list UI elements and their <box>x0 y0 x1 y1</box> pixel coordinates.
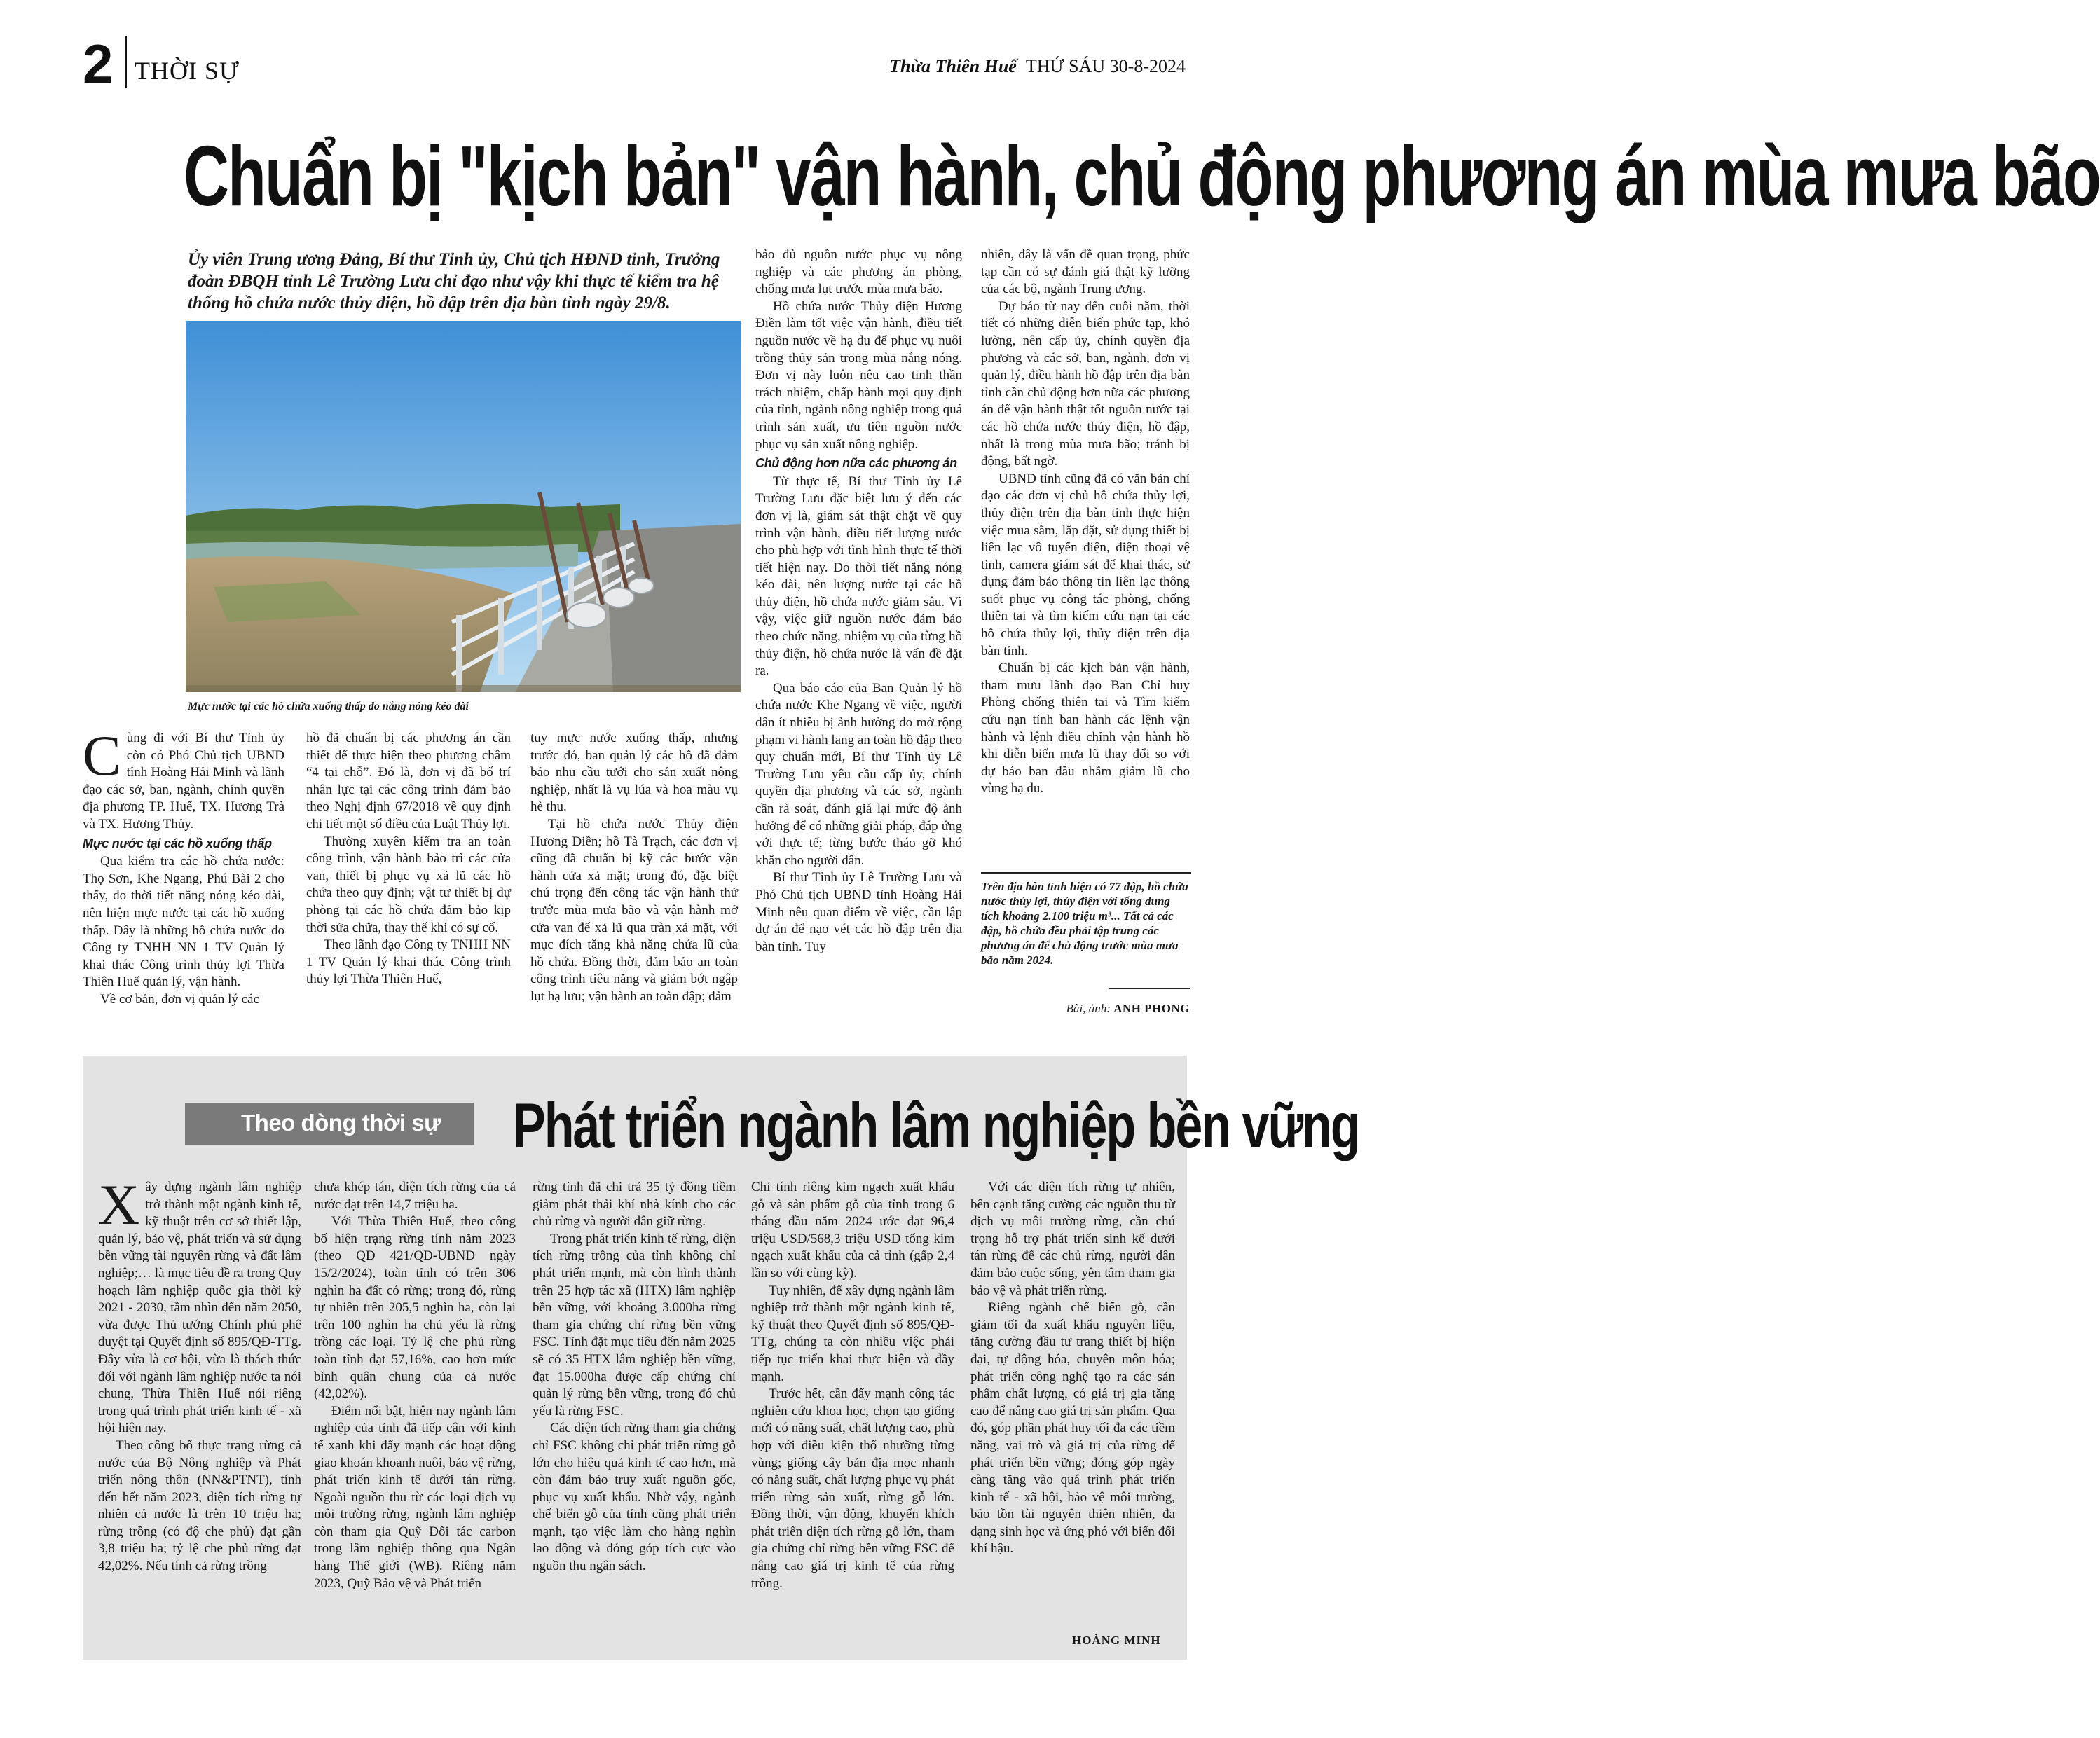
subheading: Mực nước tại các hồ xuống thấp <box>83 836 272 850</box>
masthead <box>889 56 1186 77</box>
paragraph: Qua kiểm tra các hồ chứa nước: Thọ Sơn, Khe Ngang, Phú Bài 2 cho thấy, do thời tiết nắng nóng kéo dài, nên hiện mực nước tại các hồ xuống thấp. Đây là những hồ chứa nước do Công ty TNHH NN 1 TV Quản lý khai thác Công trình thủy lợi Thừa Thiên Huế quản lý, vận hành. <box>83 854 284 990</box>
paragraph: ùng đi với Bí thư Tỉnh ủy còn có Phó Chủ tịch UBND tỉnh Hoàng Hải Minh và lãnh đạo các sở, ban, ngành, chính quyền địa phương TP. Huế, TX. Hương Trà và TX. Hương Thủy. <box>83 731 284 832</box>
column-tag <box>185 1103 474 1145</box>
paragraph: UBND tỉnh cũng đã có văn bản chỉ đạo các đơn vị chủ hồ chứa thủy lợi, thủy điện trên địa bàn tỉnh thực hiện việc mua sắm, lắp đặt, sử dụng thiết bị liên lạc vô tuyến điện, điện thoại vệ tinh, camera giám sát để khai thác, sử dụng đảm bảo thông tin liên lạc thông suốt phục vụ công tác phòng, chống thiên tai và tìm kiếm cứu nạn tại các hồ chứa thủy lợi, thủy điện trên địa bàn tỉnh. <box>981 471 1190 658</box>
article1-column-1 <box>83 724 284 1009</box>
paragraph: Theo lãnh đạo Công ty TNHH NN 1 TV Quản lý khai thác Công trình thủy lợi Thừa Thiên Huế, <box>306 937 511 987</box>
article2-column-3 <box>533 1179 736 1575</box>
paragraph: rừng tỉnh đã chi trả 35 tỷ đồng tiềm giảm phát thải khí nhà kính cho các chủ rừng và người dân giữ rừng. <box>533 1180 736 1229</box>
paragraph: Từ thực tế, Bí thư Tỉnh ủy Lê Trường Lưu đặc biệt lưu ý đến các đơn vị là, giám sát thật chặt về quy trình vận hành, điều tiết lượng nước cho phù hợp với tình hình thực tế thời tiết hiện nay. Do thời tiết nắng nóng kéo dài, nên lượng nước tại các hồ thủy điện, hồ chứa nước giảm sâu. Vì vậy, việc giữ nguồn nước đảm bảo theo chức năng, nhiệm vụ của từng hồ thủy điện, hồ chứa nước là vấn đề đặt ra. <box>755 474 962 679</box>
paragraph: tuy mực nước xuống thấp, nhưng trước đó, ban quản lý các hồ đã đảm bảo nhu cầu tưới cho sản xuất nông nghiệp, nhất là vụ lúa và hoa màu vụ hè thu. <box>530 731 738 815</box>
paragraph: Về cơ bản, đơn vị quản lý các <box>100 991 259 1007</box>
article1-lead: Ủy viên Trung ương Đảng, Bí thư Tỉnh ủy, Chủ tịch HĐND tỉnh, Trưởng đoàn ĐBQH tỉnh Lê Trường Lưu chỉ đạo như vậy khi thực tế kiểm tra hệ thống hồ chứa nước thủy điện, hồ đập trên địa bàn tỉnh ngày 29/8. <box>188 250 720 312</box>
paragraph: hồ đã chuẩn bị các phương án cần thiết để thực hiện theo phương châm “4 tại chỗ”. Đó là, đơn vị đã bố trí nhân lực tại các công trình đảm bảo theo Nghị định 67/2018 về quy định chi tiết một số điều của Luật Thủy lợi. <box>306 731 511 832</box>
article2-column-1 <box>98 1173 301 1575</box>
article1-column-3 <box>530 730 738 1006</box>
paragraph: Chuẩn bị các kịch bản vận hành, tham mưu lãnh đạo Ban Chỉ huy Phòng chống thiên tai và Tìm kiếm cứu nạn tỉnh ban hành các lệnh vận hành và lệnh điều chỉnh vận hành hồ khi diễn biến mưa lũ thay đổi so với dự báo ban đầu nhằm giảm lũ cho vùng hạ du. <box>981 661 1190 796</box>
paragraph: nhiên, đây là vấn đề quan trọng, phức tạp cần có sự đánh giá thật kỹ lưỡng của các bộ, ngành Trung ương. <box>981 247 1190 297</box>
column-tag-label: Theo dòng thời sự <box>241 1110 441 1136</box>
paragraph: Với các diện tích rừng tự nhiên, bên cạnh tăng cường các nguồn thu từ dịch vụ môi trường rừng, cần chú trọng hỗ trợ phát triển sinh kế dưới tán rừng để các chủ rừng, người dân đảm bảo cuộc sống, yên tâm tham gia bảo vệ và phát triển rừng. <box>970 1180 1175 1298</box>
paragraph: Trong phát triển kinh tế rừng, diện tích rừng trồng của tỉnh không chỉ phát triển mạnh, mà còn hình thành trên 25 hợp tác xã (HTX) lâm nghiệp bền vững, với khoảng 3.000ha rừng tham gia chứng chỉ rừng bền vững FSC. Tỉnh đặt mục tiêu đến năm 2025 sẽ có 35 HTX lâm nghiệp bền vững, đạt 15.000ha được cấp chứng chỉ quản lý rừng bền vững, trong đó chủ yếu là rừng FSC. <box>533 1231 736 1419</box>
article1-headline: Chuẩn bị "kịch bản" vận hành, chủ động phương án mùa mưa bão <box>184 130 2100 224</box>
paragraph: Tại hồ chứa nước Thủy điện Hương Điền; hồ Tà Trạch, các đơn vị cũng đã chuẩn bị kỹ các bước vận hành cửa xả mặt; trong đó, đặc biệt chú trọng đến công tác vận hành thử trước mùa mưa bão và vận hành mở cửa van để xả lũ qua tràn xả mặt, với mục đích tăng khả năng chứa lũ của hồ chứa. Đồng thời, đảm bảo an toàn công trình tiêu năng và giảm bớt ngập lụt hạ lưu; vận hành an toàn đập; đảm <box>530 816 738 1004</box>
article1-column-2 <box>306 730 511 988</box>
paragraph: bảo đủ nguồn nước phục vụ nông nghiệp và các phương án phòng, chống mưa lụt trước mùa mưa bão. <box>755 247 962 297</box>
paragraph: Theo công bố thực trạng rừng cả nước của Bộ Nông nghiệp và Phát triển nông thôn (NN&PTNT), tính đến hết năm 2023, diện tích rừng tự nhiên cả nước là trên 10 triệu ha; rừng trồng (có độ che phủ) đạt gần 3,8 triệu ha; tỷ lệ che phủ rừng đạt 42,02%. Nếu tính cả rừng trồng <box>98 1437 301 1574</box>
fact-box: Trên địa bàn tỉnh hiện có 77 đập, hồ chứa nước thủy lợi, thủy điện với tổng dung tích khoảng 2.100 triệu m³... Tất cả các đập, hồ chứa đều phải tập trung các phương án để chủ động trước mùa mưa bão năm 2024. <box>981 872 1191 967</box>
article2-headline: Phát triển ngành lâm nghiệp bền vững <box>513 1090 1359 1161</box>
byline-name: ANH PHONG <box>1113 1002 1190 1015</box>
paragraph: chưa khép tán, diện tích rừng của cả nước đạt trên 14,7 triệu ha. <box>314 1180 516 1212</box>
article2-column-2 <box>314 1179 516 1592</box>
page-number: 2 <box>83 33 114 95</box>
paragraph: Trước hết, cần đẩy mạnh công tác nghiên cứu khoa học, chọn tạo giống mới có năng suất, chất lượng cao, phù hợp với điều kiện thổ nhưỡng từng vùng; giống cây bản địa mọc nhanh có năng suất, chất lượng phục vụ phát triển rừng sản xuất, rừng gỗ lớn. Đồng thời, vận động, khuyến khích phát triển diện tích rừng gỗ lớn, tham gia chứng chỉ rừng bền vững FSC để nâng cao giá trị kinh tế của rừng trồng. <box>751 1386 954 1591</box>
subheading: Chủ động hơn nữa các phương án <box>755 456 957 471</box>
paragraph: Thường xuyên kiểm tra an toàn công trình, vận hành bảo trì các cửa van, thiết bị phục vụ xả lũ các hồ chứa theo quy định; vật tư thiết bị dự phòng tại các hồ chứa đảm bảo kịp thời sửa chữa, thay thế khi có sự cố. <box>306 834 511 935</box>
paragraph: Chỉ tính riêng kim ngạch xuất khẩu gỗ và sản phẩm gỗ của tỉnh trong 6 tháng đầu năm 2024 ước đạt 96,4 triệu USD/568,3 triệu USD tổng kim ngạch xuất khẩu của cả tỉnh (gấp 2,4 lần so với cùng kỳ). <box>751 1180 954 1281</box>
newspaper-name: Thừa Thiên Huế <box>889 56 1017 76</box>
byline-rule <box>1109 988 1190 989</box>
paragraph: Hồ chứa nước Thủy điện Hương Điền làm tốt việc vận hành, điều tiết nguồn nước về hạ du để phục vụ nuôi trồng thủy sản trong mùa nắng nóng. Đơn vị này luôn nêu cao tinh thần trách nhiệm, chấp hành mọi quy định của tỉnh, ngành nông nghiệp trong quá trình sản xuất, ưu tiên nguồn nước phục vụ sản xuất nông nghiệp. <box>755 298 962 452</box>
paragraph: ây dựng ngành lâm nghiệp trở thành một ngành kinh tế, kỹ thuật trên cơ sở thiết lập, quản lý, bảo vệ, phát triển và sử dụng bền vững tài nguyên rừng và đất lâm nghiệp;… là mục tiêu đề ra trong Quy hoạch lâm nghiệp quốc gia thời kỳ 2021 - 2030, tầm nhìn đến năm 2050, vừa được Thủ tướng Chính phủ phê duyệt tại Quyết định số 895/QĐ-TTg. Đây vừa là cơ hội, vừa là thách thức đối với ngành lâm nghiệp nước ta nói chung, Thừa Thiên Huế nói riêng trong quá trình phát triển kinh tế - xã hội hiện nay. <box>98 1180 301 1436</box>
article2-byline: HOÀNG MINH <box>1072 1634 1161 1647</box>
article1-column-4 <box>755 247 962 956</box>
reservoir-photo-illustration <box>186 321 741 692</box>
reservoir-photo <box>186 321 741 692</box>
section-title: THỜI SỰ <box>135 57 240 85</box>
paragraph: Các diện tích rừng tham gia chứng chỉ FSC không chỉ phát triển rừng gỗ lớn cho hiệu quả kinh tế cao hơn, mà còn đảm bảo truy xuất nguồn gốc, phục vụ xuất khẩu. Nhờ vậy, ngành chế biến gỗ của tỉnh cũng phát triển mạnh, tạo việc làm cho hàng nghìn lao động và đóng góp tích cực vào nguồn thu ngân sách. <box>533 1421 736 1574</box>
photo-caption: Mực nước tại các hồ chứa xuống thấp do nắng nóng kéo dài <box>188 701 469 712</box>
byline-prefix: Bài, ảnh: <box>1066 1002 1111 1015</box>
dropcap: C <box>83 724 121 787</box>
article2-column-5 <box>970 1179 1175 1558</box>
issue-date: THỨ SÁU 30-8-2024 <box>1025 56 1186 76</box>
paragraph: Qua báo cáo của Ban Quản lý hồ chứa nước Khe Ngang về việc, người dân ít nhiều bị ảnh hưởng do mở rộng phạm vi hành lang an toàn hồ đập theo quy chuẩn mới, Bí thư Tỉnh ủy Lê Trường Lưu yêu cầu cấp ủy, chính quyền địa phương và các sở, ngành cần rà soát, đánh giá lại mức độ ảnh hưởng để có những giải pháp, đáp ứng với thực tế; từng bước tháo gỡ khó khăn cho người dân. <box>755 680 962 868</box>
article1-column-5 <box>981 247 1190 798</box>
header-divider <box>125 36 127 88</box>
paragraph: Với Thừa Thiên Huế, theo công bố hiện trạng rừng tính năm 2023 (theo QĐ 421/QĐ-UBND ngày 15/2/2024), toàn tỉnh có trên 306 nghìn ha đất có rừng; trong đó, rừng tự nhiên trên 205,5 nghìn ha, còn lại trên 100 nghìn ha chủ yếu là rừng trồng các loại. Tỷ lệ che phủ rừng toàn tỉnh đạt 57,16%, cao hơn mức bình quân chung của cả nước (42,02%). <box>314 1214 516 1402</box>
dropcap: X <box>98 1173 140 1236</box>
paragraph: Tuy nhiên, để xây dựng ngành lâm nghiệp trở thành một ngành kinh tế, kỹ thuật theo Quyết định số 895/QĐ-TTg, chúng ta còn nhiều việc phải tiếp tục triển khai thực hiện và đầy mạnh. <box>751 1283 954 1384</box>
paragraph: Bí thư Tỉnh ủy Lê Trường Lưu và Phó Chủ tịch UBND tỉnh Hoàng Hải Minh nêu quan điểm về việc, cần lập dự án để nạo vét các hồ đập trên địa bàn tỉnh. Tuy <box>755 870 962 954</box>
paragraph: Riêng ngành chế biến gỗ, cần giảm tối đa xuất khẩu nguyên liệu, tăng cường đầu tư trang thiết bị hiện đại, tự động hóa, chuyên môn hóa; phát triển công nghệ tạo ra các sản phẩm chất lượng, có giá trị gia tăng cao để nâng cao giá trị sản phẩm. Qua đó, góp phần phát huy tối đa các tiềm năng, vai trò và giá trị của rừng để phát triển bền vững; đóng góp ngày càng tăng vào quá trình phát triển kinh tế - xã hội, bảo vệ môi trường, bảo tồn tài nguyên thiên nhiên, đa dạng sinh học và ứng phó với biến đổi khí hậu. <box>970 1300 1175 1557</box>
paragraph: Điểm nổi bật, hiện nay ngành lâm nghiệp của tỉnh đã tiếp cận với kinh tế xanh khi đẩy mạnh các hoạt động giao khoán khoanh nuôi, bảo vệ rừng, phát triển kinh tế dưới tán rừng. Ngoài nguồn thu từ các loại dịch vụ môi trường rừng, ngành lâm nghiệp còn tham gia Quỹ Đối tác carbon trong lâm nghiệp thông qua Ngân hàng Thế giới (WB). Riêng năm 2023, Quỹ Bảo vệ và Phát triển <box>314 1403 516 1591</box>
article2-column-4 <box>751 1179 954 1592</box>
paragraph: Dự báo từ nay đến cuối năm, thời tiết có những diễn biến phức tạp, khó lường, nên cấp ủy, chính quyền địa phương và các sở, ban, ngành, đơn vị quản lý, điều hành hồ đập trên địa bàn tỉnh cần chủ động hơn nữa các phương án để vận hành thật tốt nguồn nước tại các hồ chứa nước thủy điện, hồ đập, nhất là trong mùa mưa bão; tránh bị động, bất ngờ. <box>981 298 1190 469</box>
article1-byline <box>1009 1002 1190 1016</box>
